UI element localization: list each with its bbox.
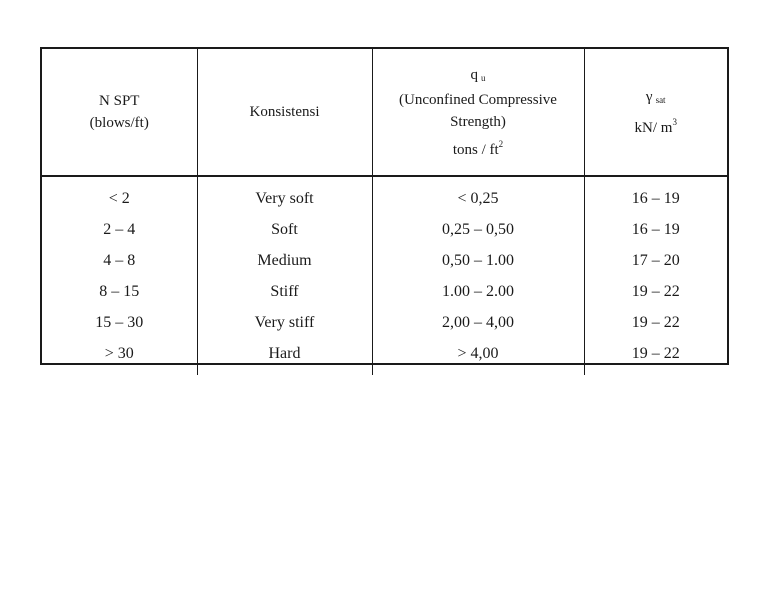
- header-qu-symbol-sub: u: [481, 72, 486, 83]
- cell-konsistensi: Very soft: [197, 176, 372, 214]
- header-gamma-unit-sup: 3: [672, 116, 677, 127]
- table-row: [42, 338, 727, 375]
- header-nspt: [42, 49, 197, 176]
- header-qu-unit-sup: 2: [498, 138, 504, 149]
- cell-konsistensi: Medium: [197, 245, 372, 276]
- cell-qu: 2,00 – 4,00: [372, 307, 584, 338]
- header-gamma-symbol-line: [591, 86, 722, 111]
- cell-qu: 0,50 – 1.00: [372, 245, 584, 276]
- header-qu-unit: tons / ft: [452, 141, 499, 158]
- cell-qu: < 0,25: [372, 176, 584, 214]
- cell-gamma-sat: 17 – 20: [631, 251, 680, 269]
- table-row: [42, 214, 727, 245]
- cell-gamma-sat: 19 – 22: [631, 282, 680, 300]
- header-gamma-sat: [584, 49, 727, 176]
- cell-gamma-sat: 19 – 22: [631, 344, 680, 362]
- header-konsistensi: [197, 49, 372, 176]
- cell-nspt: 8 – 15: [42, 276, 197, 307]
- header-konsistensi-label: Konsistensi: [249, 104, 320, 120]
- cell-gamma-sat: 16 – 19: [631, 189, 680, 207]
- cell-gamma-sat: 16 – 19: [631, 220, 680, 238]
- table-row: [42, 307, 727, 338]
- cell-gamma-sat: 19 – 22: [631, 313, 680, 331]
- header-qu-unit-line: [379, 133, 578, 161]
- table-header-row: [42, 49, 727, 176]
- soil-consistency-table: [40, 47, 729, 365]
- table: [42, 49, 727, 375]
- cell-konsistensi: Hard: [197, 338, 372, 375]
- cell-nspt: 15 – 30: [42, 307, 197, 338]
- header-nspt-line2: (blows/ft): [89, 115, 149, 131]
- cell-nspt: < 2: [42, 176, 197, 214]
- table-row: [42, 176, 727, 214]
- header-qu-line1: (Unconfined Compressive: [399, 91, 557, 108]
- header-nspt-line1: N SPT: [99, 93, 140, 109]
- header-gamma-symbol-sub: sat: [655, 94, 666, 105]
- cell-nspt: > 30: [42, 338, 197, 375]
- header-qu-line2: Strength): [450, 113, 506, 130]
- cell-qu: > 4,00: [372, 338, 584, 375]
- table-row: [42, 245, 727, 276]
- header-gamma-symbol: γ: [645, 88, 653, 105]
- header-qu-symbol-line: [379, 64, 578, 89]
- cell-qu: 0,25 – 0,50: [372, 214, 584, 245]
- header-qu-symbol: q: [470, 66, 478, 83]
- cell-nspt: 4 – 8: [42, 245, 197, 276]
- header-gamma-unit: kN/ m: [634, 119, 673, 136]
- header-qu: [372, 49, 584, 176]
- cell-nspt: 2 – 4: [42, 214, 197, 245]
- cell-konsistensi: Stiff: [197, 276, 372, 307]
- cell-konsistensi: Soft: [197, 214, 372, 245]
- table-row: [42, 276, 727, 307]
- cell-konsistensi: Very stiff: [197, 307, 372, 338]
- header-gamma-unit-line: [591, 111, 722, 139]
- cell-qu: 1.00 – 2.00: [372, 276, 584, 307]
